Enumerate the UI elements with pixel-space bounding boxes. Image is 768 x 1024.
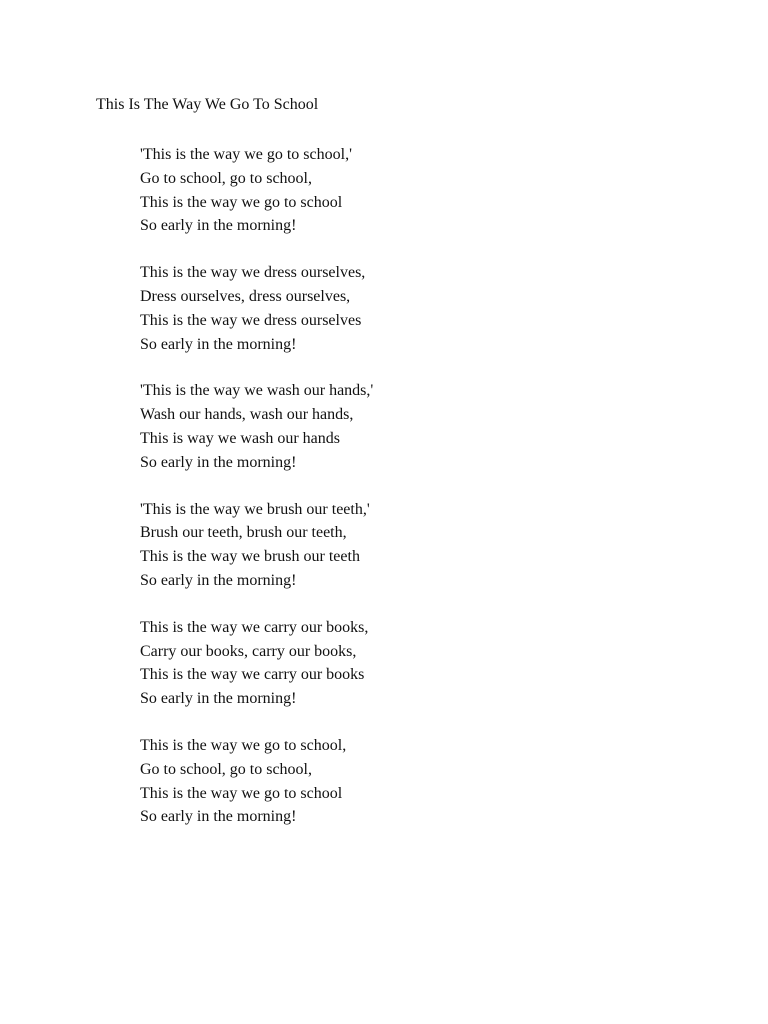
stanza-line: Go to school, go to school, bbox=[140, 760, 312, 778]
stanza-6 bbox=[140, 734, 700, 829]
stanza-line: 'This is the way we wash our hands,' bbox=[140, 382, 374, 400]
stanza-line: So early in the morning! bbox=[140, 335, 297, 353]
stanza-line: This is the way we dress ourselves, bbox=[140, 264, 366, 282]
stanza-line: So early in the morning! bbox=[140, 808, 297, 826]
stanza-line: This is the way we carry our books, bbox=[140, 618, 369, 636]
stanza-4 bbox=[140, 498, 700, 593]
stanza-3 bbox=[140, 379, 700, 474]
stanza-line: Dress ourselves, dress ourselves, bbox=[140, 287, 351, 305]
stanza-line: This is way we wash our hands bbox=[140, 429, 340, 447]
stanza-line: 'This is the way we go to school,' bbox=[140, 146, 352, 163]
stanza-line: This is the way we go to school bbox=[140, 784, 343, 802]
stanza-line: So early in the morning! bbox=[140, 690, 297, 708]
stanza-line: Go to school, go to school, bbox=[140, 169, 312, 187]
stanza-1 bbox=[140, 143, 700, 238]
stanza-5 bbox=[140, 616, 700, 711]
stanza-line: Wash our hands, wash our hands, bbox=[140, 406, 354, 424]
poem-body bbox=[140, 143, 700, 852]
stanza-line: So early in the morning! bbox=[140, 571, 297, 589]
stanza-line: This is the way we go to school, bbox=[140, 736, 347, 754]
stanza-line: This is the way we brush our teeth bbox=[140, 548, 360, 566]
stanza-line: 'This is the way we brush our teeth,' bbox=[140, 500, 370, 518]
stanza-line: Carry our books, carry our books, bbox=[140, 642, 357, 660]
stanza-line: So early in the morning! bbox=[140, 217, 297, 235]
stanza-line: So early in the morning! bbox=[140, 453, 297, 471]
stanza-line: This is the way we go to school bbox=[140, 193, 343, 211]
stanza-line: This is the way we dress ourselves bbox=[140, 311, 362, 329]
document-title: This Is The Way We Go To School bbox=[96, 96, 319, 113]
stanza-2 bbox=[140, 261, 700, 356]
stanza-line: Brush our teeth, brush our teeth, bbox=[140, 524, 347, 542]
stanza-line: This is the way we carry our books bbox=[140, 666, 365, 684]
